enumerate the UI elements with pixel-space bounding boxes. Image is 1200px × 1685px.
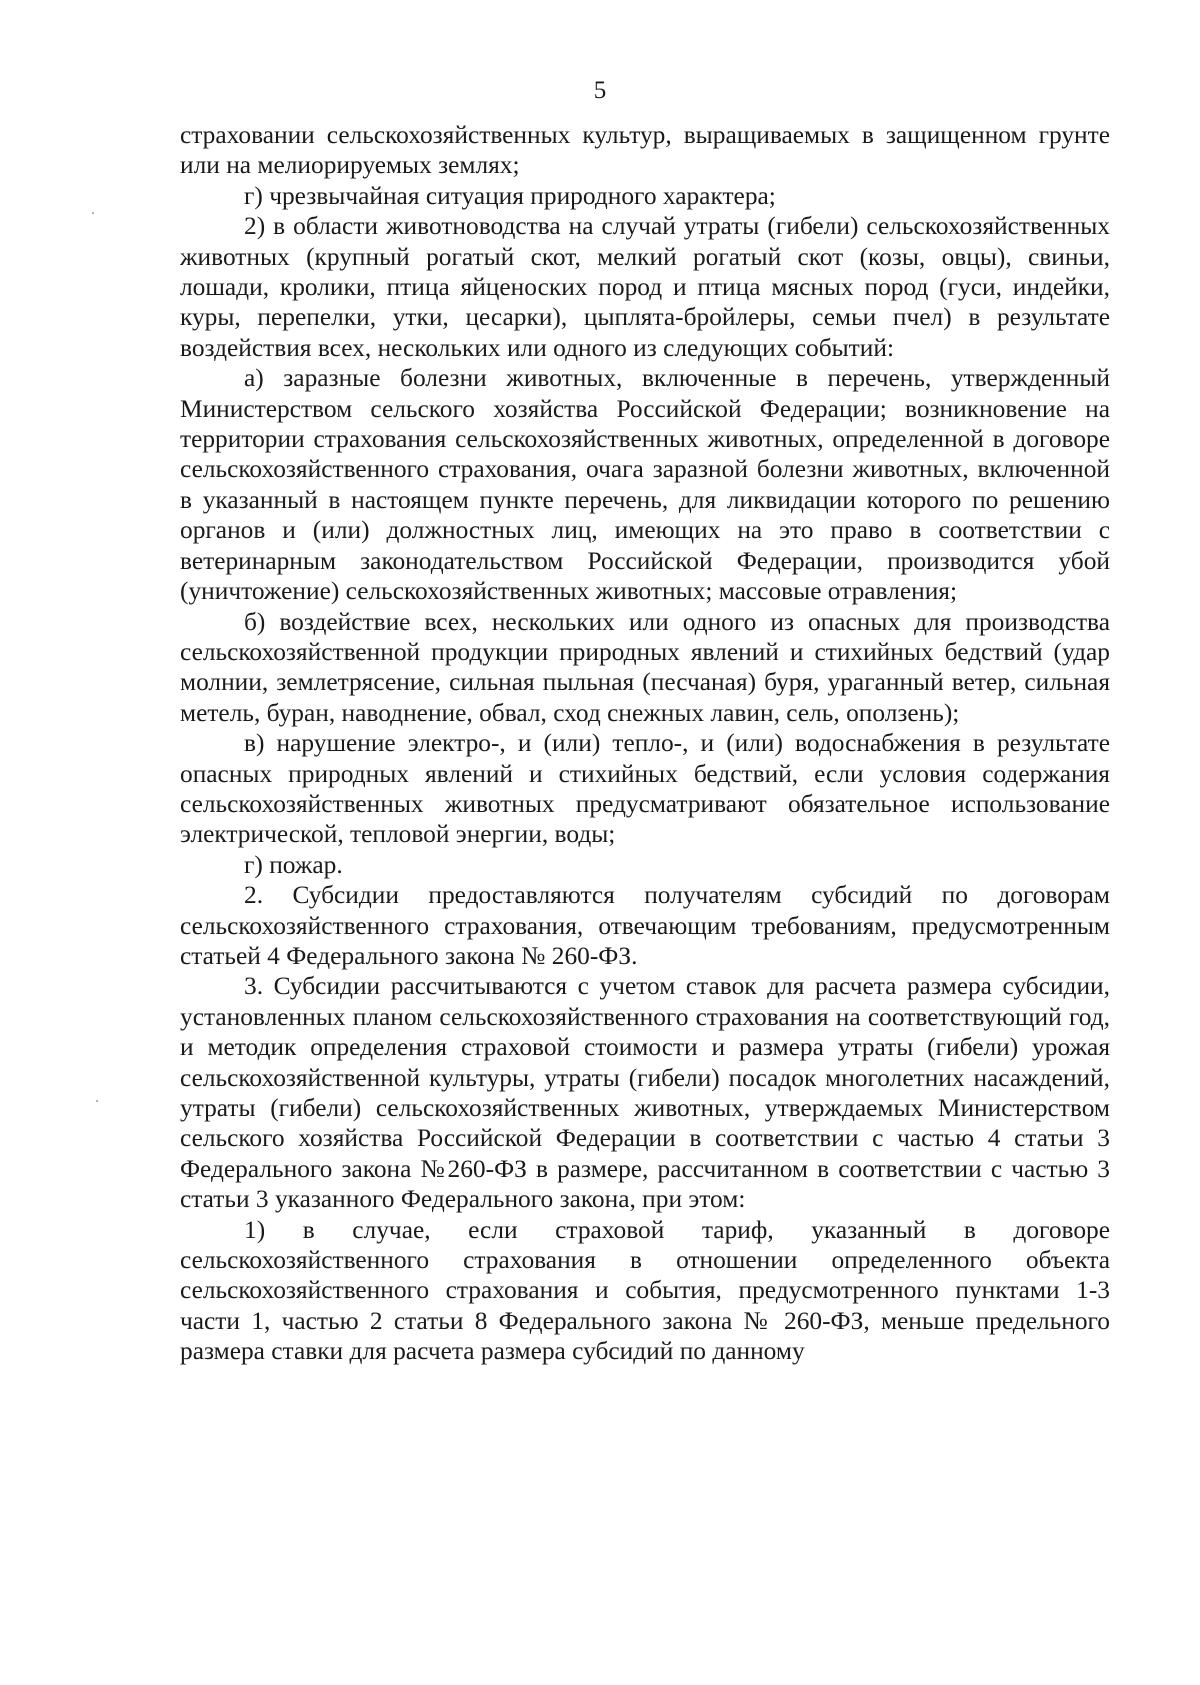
- page-number: 5: [593, 77, 607, 104]
- paragraph-clause-2: 2. Субсидии предоставляются получателям субсидий по договорам сельскохозяйственного страхования, отвечающим требованиям, предусмотренным статьей 4 Федерального закона № 260-ФЗ.: [180, 881, 1110, 970]
- paragraph-item-g-fire: г) пожар.: [244, 850, 343, 879]
- paragraph-clause-3: 3. Субсидии рассчитываются с учетом ставок для расчета размера субсидии, установленных планом сельскохозяйственного страхования на соответствующий год, и методик определения страховой стоимости и размера утраты (гибели) урожая сельскохозяйственной культуры, утраты (гибели) посадок многолетних насаждений, утраты (гибели) сельскохозяйственных животных, утверждаемых Министерством сельского хозяйства Российской Федерации в соответствии с частью 4 статьи 3 Федерального закона №260-ФЗ в размере, рассчитанном в соответствии с частью 3 статьи 3 указанного Федерального закона, при этом:: [180, 972, 1110, 1214]
- paragraph-item-a-diseases: а) заразные болезни животных, включенные в перечень, утвержденный Министерством сельского хозяйства Российской Федерации; возникновение на территории страхования сельскохозяйственных животных, определенной в договоре сельскохозяйственного страхования, очага заразной болезни животных, включенной в указанный в настоящем пункте перечень, для ликвидации которого по решению органов и (или) должностных лиц, имеющих на это право в соответствии с ветеринарным законодательством Российской Федерации, производится убой (уничтожение) сельскохозяйственных животных; массовые отравления;: [180, 364, 1110, 606]
- document-body: [180, 120, 1110, 1367]
- paragraph-continuation: страховании сельскохозяйственных культур, выращиваемых в защищенном грунте или на мелиорируемых землях;: [180, 121, 1110, 180]
- paragraph-subclause-1: 1) в случае, если страховой тариф, указанный в договоре сельскохозяйственного страхования в отношении определенного объекта сельскохозяйственного страхования и события, предусмотренного пунктами 1-3 части 1, частью 2 статьи 8 Федерального закона № 260-ФЗ, меньше предельного размера ставки для расчета размера субсидий по данному: [180, 1215, 1110, 1366]
- paragraph-livestock: 2) в области животноводства на случай утраты (гибели) сельскохозяйственных животных (крупный рогатый скот, мелкий рогатый скот (козы, овцы), свиньи, лошади, кролики, птица яйценоских пород и птица мясных пород (гуси, индейки, куры, перепелки, утки, цесарки), цыплята-бройлеры, семьи пчел) в результате воздействия всех, нескольких или одного из следующих событий:: [180, 212, 1110, 362]
- paragraph-item-b-natural-hazards: б) воздействие всех, нескольких или одного из опасных для производства сельскохозяйственной продукции природных явлений и стихийных бедствий (удар молнии, землетрясение, сильная пыльная (песчаная) буря, ураганный ветер, сильная метель, буран, наводнение, обвал, сход снежных лавин, сель, оползень);: [180, 607, 1110, 727]
- scan-speck: [96, 1100, 98, 1102]
- scan-speck: [92, 212, 94, 214]
- paragraph-item-g-emergency: г) чрезвычайная ситуация природного характера;: [244, 181, 776, 210]
- paragraph-item-v-utilities: в) нарушение электро-, и (или) тепло-, и (или) водоснабжения в результате опасных природных явлений и стихийных бедствий, если условия содержания сельскохозяйственных животных предусматривают обязательное использование электрической, тепловой энергии, воды;: [180, 729, 1110, 849]
